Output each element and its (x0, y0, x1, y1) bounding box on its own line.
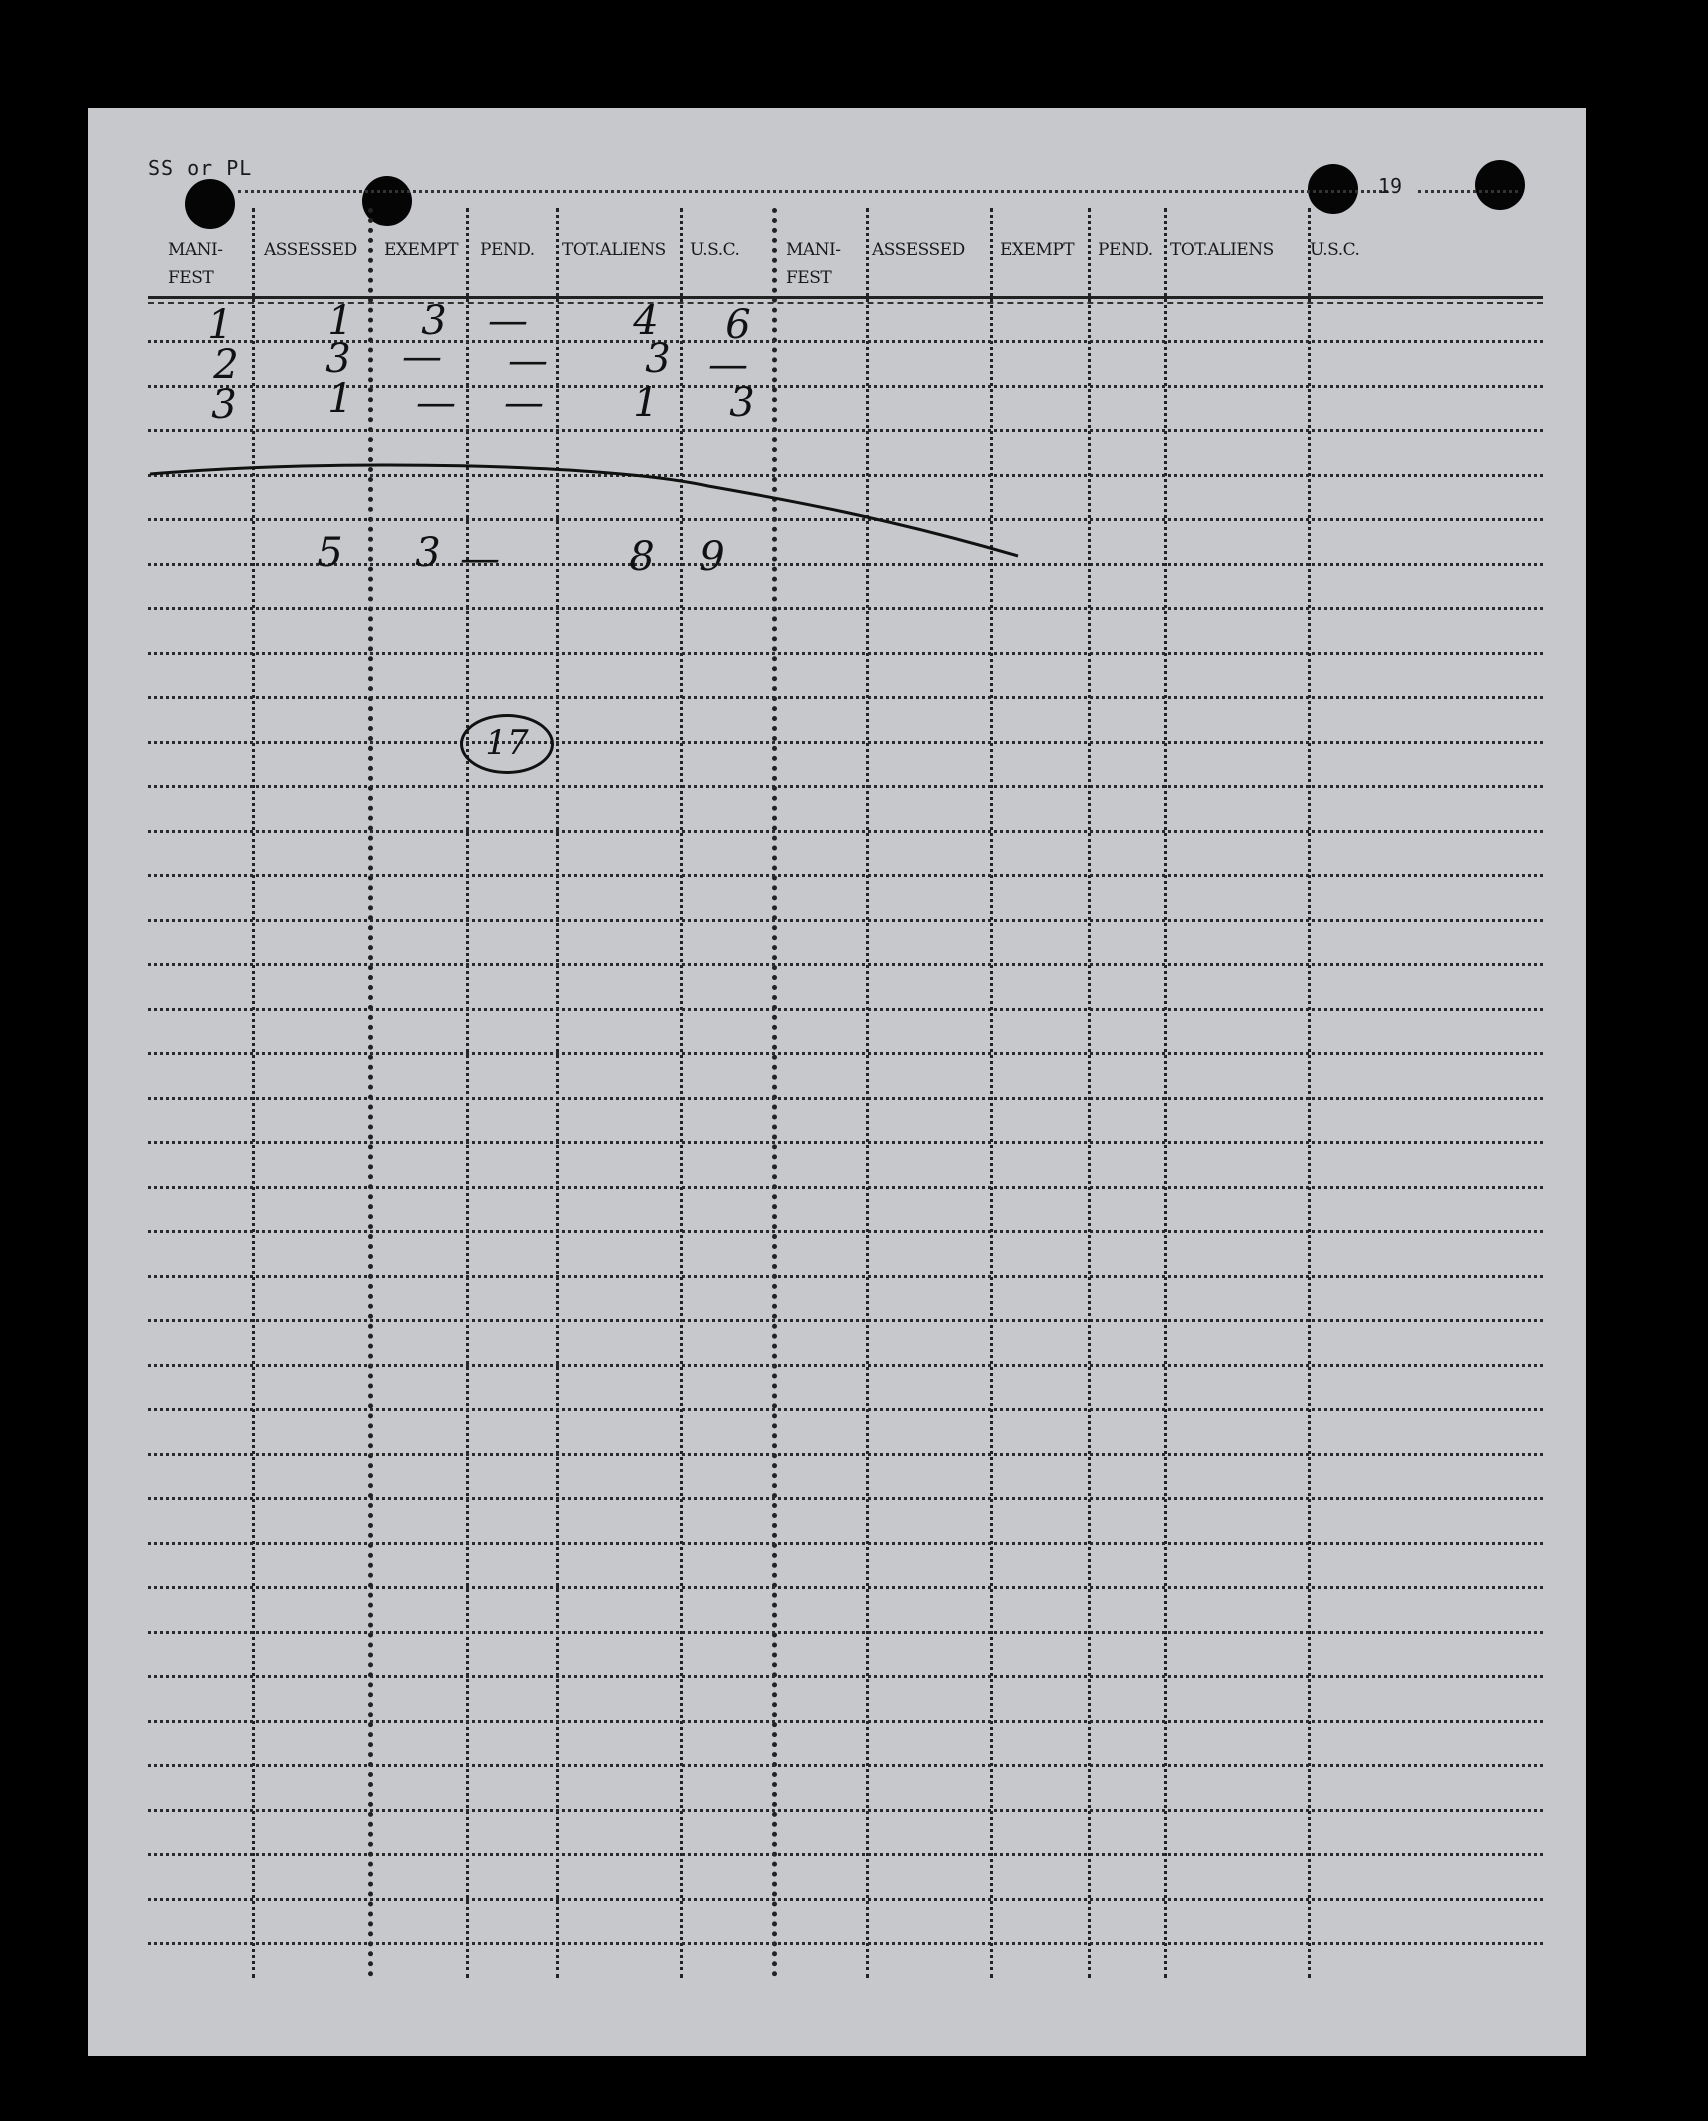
ruled-row-line (148, 563, 1543, 566)
total-tot-aliens: 8 (629, 534, 655, 580)
header-pend-left: PEND. (480, 240, 535, 260)
ruled-row-line (148, 1942, 1543, 1945)
ruled-row-line (148, 474, 1543, 477)
ruled-row-line (148, 1141, 1543, 1144)
row2-tot-aliens: 3 (645, 336, 671, 382)
manifest-summary-form (88, 108, 1586, 2056)
header-tot-aliens-left: TOT.ALIENS (562, 240, 666, 260)
header-manifest-left: MANI- FEST (168, 240, 223, 288)
header-rule-dashed (148, 302, 1543, 304)
ruled-row-line (148, 1364, 1543, 1367)
ruled-row-line (148, 785, 1543, 788)
row1-tot-aliens: 4 (633, 298, 659, 344)
ruled-row-line (148, 1186, 1543, 1189)
ruled-row-line (148, 919, 1543, 922)
header-exempt-left: EXEMPT (384, 240, 459, 260)
punch-hole-right (1308, 164, 1358, 214)
header-assessed-right: ASSESSED (872, 240, 965, 260)
ruled-row-line (148, 607, 1543, 610)
ruled-row-line (148, 830, 1543, 833)
total-pend: — (460, 536, 500, 582)
header-assessed-left: ASSESSED (264, 240, 357, 260)
ruled-row-line (148, 1720, 1543, 1723)
row1-manifest: 1 (207, 302, 233, 348)
ruled-row-line (148, 1764, 1543, 1767)
row2-exempt: — (402, 334, 442, 380)
year-fill-line (1418, 190, 1518, 193)
header-manifest-right: MANI- FEST (786, 240, 841, 288)
ruled-row-line (148, 963, 1543, 966)
ruled-row-line (148, 1408, 1543, 1411)
ruled-row-line (148, 1230, 1543, 1233)
ruled-row-line (148, 340, 1543, 343)
header-tot-aliens-right: TOT.ALIENS (1170, 240, 1274, 260)
header-pend-right: PEND. (1098, 240, 1153, 260)
row2-pend: — (508, 338, 548, 384)
ruled-row-line (148, 1586, 1543, 1589)
punch-hole-right-2 (1475, 160, 1525, 210)
header-rule (148, 296, 1543, 299)
row3-usc: 3 (729, 380, 755, 426)
total-usc: 9 (699, 534, 725, 580)
ruled-row-line (148, 1898, 1543, 1901)
ruled-row-line (148, 1319, 1543, 1322)
ruled-row-line (148, 1052, 1543, 1055)
circled-grand-total: 17 (460, 714, 554, 774)
ruled-row-line (148, 385, 1543, 388)
ship-name-fill-line (238, 190, 1388, 193)
row3-pend: — (504, 380, 544, 426)
ruled-row-line (148, 696, 1543, 699)
ruled-row-line (148, 1853, 1543, 1856)
ruled-row-line (148, 1008, 1543, 1011)
ruled-row-line (148, 1275, 1543, 1278)
year-label: 19 (1378, 174, 1403, 198)
ruled-row-line (148, 1631, 1543, 1634)
row3-manifest: 3 (211, 382, 237, 428)
row1-assessed: 1 (327, 298, 353, 344)
ruled-row-line (148, 429, 1543, 432)
row1-exempt: 3 (421, 298, 447, 344)
ruled-row-line (148, 1675, 1543, 1678)
ruled-row-line (148, 741, 1543, 744)
row2-assessed: 3 (325, 336, 351, 382)
row3-tot-aliens: 1 (633, 380, 659, 426)
header-usc-left: U.S.C. (690, 240, 740, 260)
header-exempt-right: EXEMPT (1000, 240, 1075, 260)
ruled-row-line (148, 1542, 1543, 1545)
ruled-row-line (148, 1497, 1543, 1500)
row1-usc: 6 (725, 302, 751, 348)
ship-or-plane-label: SS or PL (148, 156, 253, 180)
row3-exempt: — (416, 380, 456, 426)
row2-manifest: 2 (213, 342, 239, 388)
ruled-row-line (148, 874, 1543, 877)
header-usc-right: U.S.C. (1310, 240, 1360, 260)
ruled-row-line (148, 652, 1543, 655)
punch-hole-left (185, 179, 235, 229)
ruled-row-line (148, 1097, 1543, 1100)
row2-usc: — (708, 342, 748, 388)
ruled-row-line (148, 1453, 1543, 1456)
total-assessed: 5 (317, 530, 343, 576)
row3-assessed: 1 (327, 376, 353, 422)
total-exempt: 3 (415, 530, 441, 576)
ruled-row-line (148, 1809, 1543, 1812)
row1-pend: — (488, 298, 528, 344)
ruled-row-line (148, 518, 1543, 521)
